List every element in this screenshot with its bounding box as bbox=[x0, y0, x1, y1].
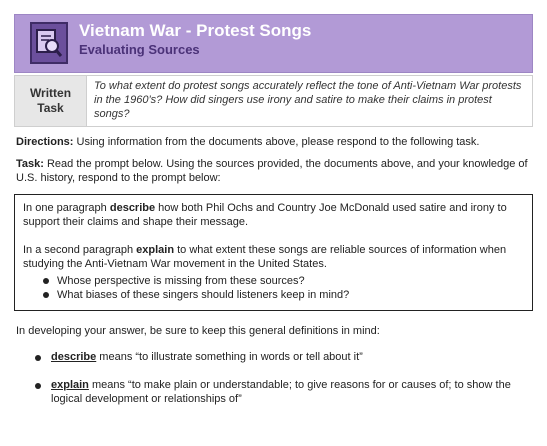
definition-meaning: means “to make plain or understandable; to give reasons for or causes of; to show the logical development or relationships of” bbox=[51, 379, 511, 405]
directions-text: Using information from the documents above, please respond to the following task. bbox=[73, 136, 480, 148]
written-task-label-line2: Task bbox=[37, 101, 64, 115]
bullet-icon bbox=[35, 383, 41, 389]
prompt-p2-keyword: explain bbox=[136, 244, 175, 256]
prompt-box bbox=[14, 194, 533, 311]
definition-explain bbox=[51, 378, 531, 406]
prompt-bullet-2: What biases of these singers should listeners keep in mind? bbox=[57, 289, 350, 301]
definition-term: explain bbox=[51, 379, 89, 391]
definitions-intro: In developing your answer, be sure to keep this general definitions in mind: bbox=[16, 325, 380, 337]
task-label: Task: bbox=[16, 158, 44, 170]
bullet-icon bbox=[43, 278, 49, 284]
written-task-box bbox=[14, 75, 533, 127]
directions-paragraph bbox=[16, 135, 531, 149]
header-banner bbox=[14, 14, 533, 73]
page-title: Vietnam War - Protest Songs bbox=[79, 21, 312, 40]
definition-term: describe bbox=[51, 351, 97, 363]
definition-meaning: means “to illustrate something in words or tell about it” bbox=[96, 351, 363, 363]
bullet-icon bbox=[35, 355, 41, 361]
written-task-question: To what extent do protest songs accurately reflect the tone of Anti-Vietnam War protests in the 1960’s? How did singers use irony and satire to make their claims in protest songs? bbox=[94, 80, 522, 120]
prompt-p2-after: to what extent these songs are reliable sources of information when studying the Anti-Vietnam War movement in the United States. bbox=[23, 244, 507, 270]
written-task-label bbox=[15, 76, 87, 126]
prompt-paragraph-2 bbox=[23, 243, 523, 271]
written-task-label-line1: Written bbox=[29, 86, 72, 100]
prompt-bullet-1: Whose perspective is missing from these sources? bbox=[57, 275, 305, 287]
document-search-icon bbox=[30, 22, 68, 64]
prompt-p1-before: In one paragraph bbox=[23, 202, 110, 214]
task-paragraph bbox=[16, 157, 531, 185]
bullet-icon bbox=[43, 292, 49, 298]
page-subtitle: Evaluating Sources bbox=[79, 42, 200, 57]
prompt-p1-keyword: describe bbox=[109, 202, 156, 214]
prompt-p2-before: In a second paragraph bbox=[23, 244, 137, 256]
prompt-p1-after: how both Phil Ochs and Country Joe McDonald used satire and irony to support their claims and shape their message. bbox=[23, 202, 507, 228]
prompt-paragraph-1 bbox=[23, 201, 523, 229]
task-text: Read the prompt below. Using the sources provided, the documents above, and your knowledge of U.S. history, respond to the prompt below: bbox=[16, 158, 528, 184]
directions-label: Directions: bbox=[16, 136, 74, 148]
definition-describe bbox=[51, 350, 531, 364]
